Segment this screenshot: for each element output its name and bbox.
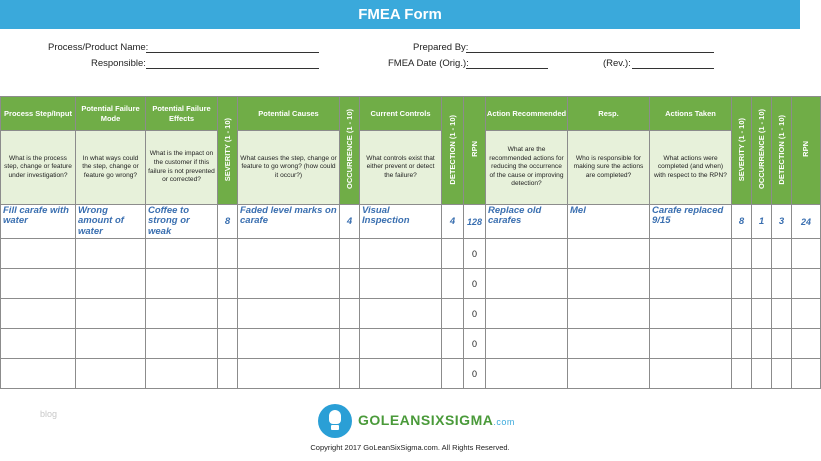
cell-detection[interactable] — [442, 359, 464, 389]
col-header-rpn: RPN — [464, 97, 486, 205]
cell-detection[interactable] — [442, 239, 464, 269]
col-header-occurrence: OCCURRENCE (1 - 10) — [340, 97, 360, 205]
cell-rpn: 128 — [464, 205, 486, 239]
cell-failure-mode[interactable] — [76, 329, 146, 359]
cell-failure-mode[interactable] — [76, 269, 146, 299]
cell-failure-effects[interactable] — [146, 299, 218, 329]
cell-occurrence-2[interactable] — [752, 329, 772, 359]
prepared-by-label: Prepared By: — [413, 42, 469, 53]
cell-actions-taken[interactable]: Carafe replaced 9/15 — [650, 205, 732, 239]
bulb-glass — [329, 410, 341, 424]
table-row — [1, 329, 821, 359]
cell-occurrence-2[interactable] — [752, 239, 772, 269]
cell-causes[interactable] — [238, 269, 340, 299]
cell-resp[interactable]: Mel — [568, 205, 650, 239]
cell-failure-effects[interactable] — [146, 329, 218, 359]
form-title: FMEA Form — [0, 0, 800, 29]
responsible-label: Responsible: — [91, 58, 146, 69]
cell-detection-2[interactable] — [772, 359, 792, 389]
cell-occurrence[interactable] — [340, 269, 360, 299]
cell-causes[interactable] — [238, 299, 340, 329]
copyright-text: Copyright 2017 GoLeanSixSigma.com. All Rights Reserved. — [310, 443, 510, 452]
col-header-process-step: Process Step/Input — [1, 97, 76, 131]
cell-actions-taken[interactable] — [650, 269, 732, 299]
cell-process-step[interactable] — [1, 299, 76, 329]
cell-controls[interactable] — [360, 239, 442, 269]
cell-action[interactable] — [486, 329, 568, 359]
cell-process-step[interactable] — [1, 359, 76, 389]
question-failure-effects: What is the impact on the customer if this failure is not prevented or corrected? — [146, 131, 218, 205]
question-row — [1, 131, 821, 205]
cell-action[interactable] — [486, 299, 568, 329]
cell-severity[interactable] — [218, 359, 238, 389]
cell-rpn: 0 — [464, 239, 486, 269]
cell-failure-mode[interactable] — [76, 299, 146, 329]
cell-rpn-2: 24 — [792, 205, 821, 239]
cell-rpn: 0 — [464, 269, 486, 299]
cell-actions-taken[interactable] — [650, 299, 732, 329]
cell-failure-effects[interactable] — [146, 239, 218, 269]
process-name-label: Process/Product Name: — [48, 42, 149, 53]
cell-severity-2[interactable] — [732, 269, 752, 299]
col-header-failure-mode: Potential Failure Mode — [76, 97, 146, 131]
brand-main: GOLEANSIXSIGMA — [358, 412, 494, 428]
cell-controls[interactable] — [360, 329, 442, 359]
cell-occurrence[interactable] — [340, 329, 360, 359]
cell-occurrence-2[interactable] — [752, 359, 772, 389]
cell-causes[interactable] — [238, 329, 340, 359]
cell-controls[interactable] — [360, 269, 442, 299]
cell-occurrence[interactable]: 4 — [340, 205, 360, 239]
cell-process-step[interactable] — [1, 239, 76, 269]
col-header-action: Action Recommended — [486, 97, 568, 131]
cell-action[interactable] — [486, 359, 568, 389]
table-row — [1, 269, 821, 299]
question-causes: What causes the step, change or feature to go wrong? (how could it occur?) — [238, 131, 340, 205]
fmea-date-field[interactable] — [466, 68, 548, 69]
process-name-field[interactable] — [146, 52, 319, 53]
cell-causes[interactable] — [238, 239, 340, 269]
cell-severity-2[interactable] — [732, 239, 752, 269]
cell-rpn-2 — [792, 269, 821, 299]
table-row — [1, 299, 821, 329]
cell-detection-2[interactable] — [772, 299, 792, 329]
cell-occurrence[interactable] — [340, 359, 360, 389]
cell-severity-2[interactable] — [732, 359, 752, 389]
cell-action[interactable] — [486, 269, 568, 299]
cell-resp[interactable] — [568, 239, 650, 269]
col-header-severity-2: SEVERITY (1 - 10) — [732, 97, 752, 205]
cell-controls[interactable] — [360, 359, 442, 389]
cell-detection[interactable] — [442, 299, 464, 329]
cell-resp[interactable] — [568, 329, 650, 359]
cell-severity[interactable] — [218, 269, 238, 299]
cell-process-step[interactable]: Fill carafe with water — [1, 205, 76, 239]
table-row — [1, 239, 821, 269]
cell-controls[interactable] — [360, 299, 442, 329]
col-header-resp: Resp. — [568, 97, 650, 131]
col-header-severity: SEVERITY (1 - 10) — [218, 97, 238, 205]
cell-resp[interactable] — [568, 359, 650, 389]
responsible-field[interactable] — [146, 68, 319, 69]
brand-logo-text — [358, 412, 515, 428]
fmea-date-label: FMEA Date (Orig.): — [388, 58, 469, 69]
table-row — [1, 359, 821, 389]
cell-detection-2[interactable] — [772, 329, 792, 359]
question-controls: What controls exist that either prevent or detect the failure? — [360, 131, 442, 205]
col-header-actions-taken: Actions Taken — [650, 97, 732, 131]
cell-rpn-2 — [792, 239, 821, 269]
cell-failure-effects[interactable] — [146, 269, 218, 299]
cell-severity[interactable] — [218, 239, 238, 269]
revision-field[interactable] — [632, 68, 714, 69]
question-process-step: What is the process step, change or feature under investigation? — [1, 131, 76, 205]
cell-failure-mode[interactable] — [76, 359, 146, 389]
brand-domain: .com — [493, 417, 515, 427]
cell-failure-effects[interactable] — [146, 359, 218, 389]
col-header-detection: DETECTION (1 - 10) — [442, 97, 464, 205]
cell-resp[interactable] — [568, 299, 650, 329]
table-row — [1, 205, 821, 239]
fmea-table — [0, 96, 821, 389]
question-actions-taken: What actions were completed (and when) with respect to the RPN? — [650, 131, 732, 205]
cell-rpn-2 — [792, 329, 821, 359]
watermark: blog — [40, 409, 58, 419]
cell-failure-mode[interactable]: Wrong amount of water — [76, 205, 146, 239]
cell-rpn: 0 — [464, 299, 486, 329]
cell-severity[interactable] — [218, 329, 238, 359]
cell-detection-2[interactable] — [772, 269, 792, 299]
cell-actions-taken[interactable] — [650, 359, 732, 389]
cell-severity-2[interactable] — [732, 329, 752, 359]
question-action: What are the recommended actions for reducing the occurrence of the cause or improving detection? — [486, 131, 568, 205]
cell-process-step[interactable] — [1, 269, 76, 299]
cell-occurrence-2[interactable]: 1 — [752, 205, 772, 239]
cell-occurrence-2[interactable] — [752, 269, 772, 299]
cell-detection[interactable] — [442, 329, 464, 359]
col-header-detection-2: DETECTION (1 - 10) — [772, 97, 792, 205]
col-header-occurrence-2: OCCURRENCE (1 - 10) — [752, 97, 772, 205]
cell-causes[interactable]: Faded level marks on carafe — [238, 205, 340, 239]
cell-severity[interactable]: 8 — [218, 205, 238, 239]
question-resp: Who is responsible for making sure the actions are completed? — [568, 131, 650, 205]
cell-action[interactable]: Replace old carafes — [486, 205, 568, 239]
cell-rpn: 0 — [464, 329, 486, 359]
cell-severity-2[interactable]: 8 — [732, 205, 752, 239]
cell-failure-mode[interactable] — [76, 239, 146, 269]
cell-rpn: 0 — [464, 359, 486, 389]
col-header-failure-effects: Potential Failure Effects — [146, 97, 218, 131]
col-header-controls: Current Controls — [360, 97, 442, 131]
cell-severity[interactable] — [218, 299, 238, 329]
cell-occurrence-2[interactable] — [752, 299, 772, 329]
cell-detection[interactable] — [442, 269, 464, 299]
cell-rpn-2 — [792, 299, 821, 329]
lightbulb-icon — [318, 404, 352, 438]
col-header-causes: Potential Causes — [238, 97, 340, 131]
cell-failure-effects[interactable]: Coffee to strong or weak — [146, 205, 218, 239]
cell-detection[interactable]: 4 — [442, 205, 464, 239]
cell-causes[interactable] — [238, 359, 340, 389]
cell-rpn-2 — [792, 359, 821, 389]
header-row — [1, 97, 821, 131]
cell-occurrence[interactable] — [340, 239, 360, 269]
cell-process-step[interactable] — [1, 329, 76, 359]
question-failure-mode: In what ways could the step, change or feature go wrong? — [76, 131, 146, 205]
cell-detection-2[interactable]: 3 — [772, 205, 792, 239]
bulb-base — [331, 425, 339, 430]
cell-occurrence[interactable] — [340, 299, 360, 329]
cell-detection-2[interactable] — [772, 239, 792, 269]
cell-actions-taken[interactable] — [650, 239, 732, 269]
prepared-by-field[interactable] — [466, 52, 714, 53]
col-header-rpn-2: RPN — [792, 97, 821, 205]
cell-action[interactable] — [486, 239, 568, 269]
cell-resp[interactable] — [568, 269, 650, 299]
cell-actions-taken[interactable] — [650, 329, 732, 359]
revision-label: (Rev.): — [603, 58, 631, 69]
cell-severity-2[interactable] — [732, 299, 752, 329]
cell-controls[interactable]: Visual Inspection — [360, 205, 442, 239]
